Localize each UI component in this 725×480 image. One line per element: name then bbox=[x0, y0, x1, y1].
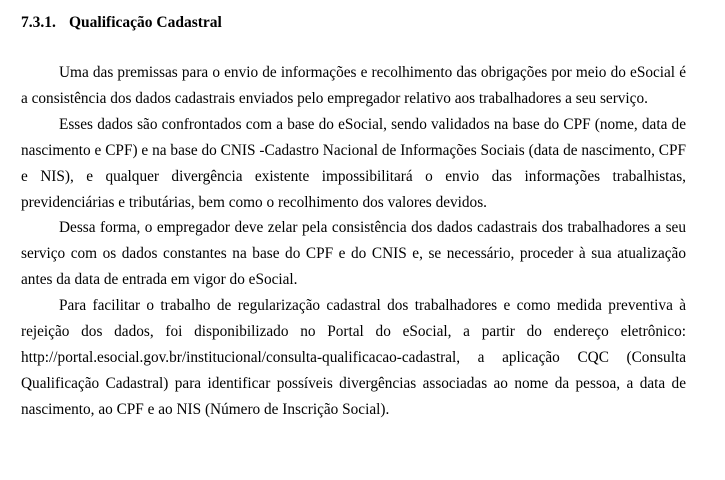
paragraph-validacao: Esses dados são confrontados com a base do eSocial, sendo validados na base do CPF (nome, data de nascimento e CPF) e na base do CNIS -Cadastro Nacional de Informações Sociais (data de nascimento, CPF e NIS), e qualquer divergência existente impossibilitará o envio das informações trabalhistas, previdenciárias e tributárias, bem como o recolhimento dos valores devidos. bbox=[21, 115, 686, 211]
section-title: Qualificação Cadastral bbox=[69, 14, 222, 31]
section-heading bbox=[21, 13, 222, 33]
section-number: 7.3.1. bbox=[21, 14, 56, 31]
paragraph-premissas: Uma das premissas para o envio de informações e recolhimento das obrigações por meio do eSocial é a consistência dos dados cadastrais enviados pelo empregador relativo aos trabalhadores a seu serviço. bbox=[21, 64, 686, 107]
paragraph-cqc: Para facilitar o trabalho de regularização cadastral dos trabalhadores e como medida preventiva à rejeição dos dados, foi disponibilizado no Portal do eSocial, a partir do endereço eletrônico: http://portal.esocial.gov.br/institucional/consulta-qualificacao-cadastral, a aplicação CQC (Consulta Qualificação Cadastral) para identificar possíveis divergências associadas ao nome da pessoa, a data de nascimento, ao CPF e ao NIS (Número de Inscrição Social). bbox=[21, 297, 686, 418]
paragraph-consistencia: Dessa forma, o empregador deve zelar pela consistência dos dados cadastrais dos trabalhadores a seu serviço com os dados constantes na base do CPF e do CNIS e, se necessário, proceder à sua atualização antes da data de entrada em vigor do eSocial. bbox=[21, 219, 686, 289]
section-body bbox=[21, 60, 686, 423]
